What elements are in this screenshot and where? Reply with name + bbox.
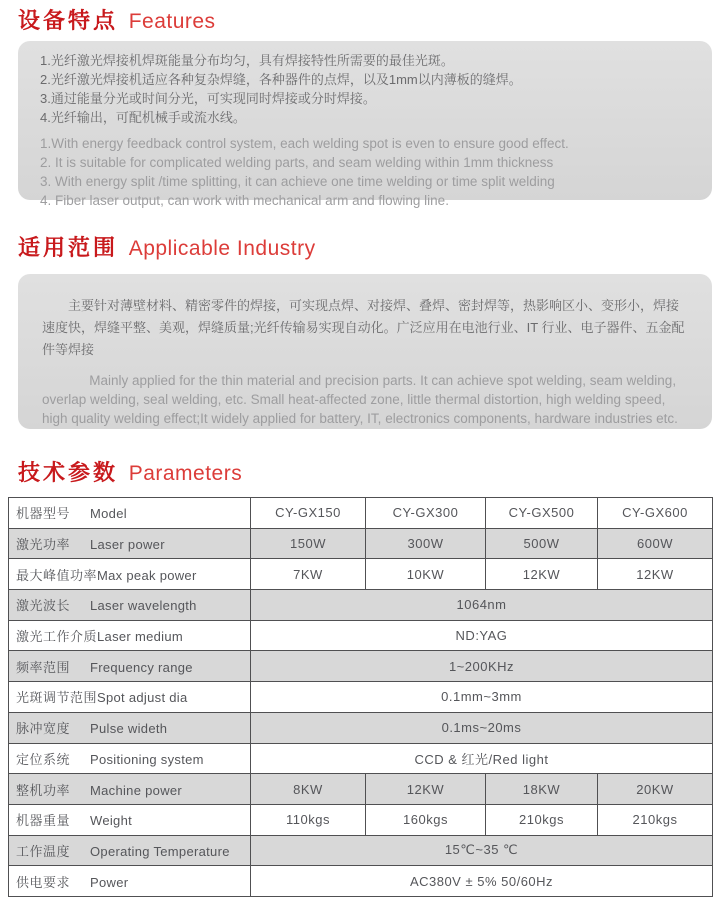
parameter-value-cell: CY-GX500	[486, 498, 598, 529]
parameter-label-cell	[9, 559, 251, 590]
parameter-value-cell: 18KW	[486, 774, 598, 805]
parameter-label-cell	[9, 498, 251, 529]
parameters-title-en: Parameters	[128, 462, 243, 485]
parameter-label-cell	[9, 774, 251, 805]
table-row	[9, 804, 713, 835]
features-list-en	[40, 134, 692, 210]
table-row	[9, 712, 713, 743]
parameter-label-cell	[9, 804, 251, 835]
parameter-label-en: Operating Temperature	[90, 843, 230, 859]
parameter-value-cell: CY-GX300	[366, 498, 486, 529]
parameter-value-cell: CY-GX150	[251, 498, 366, 529]
table-row	[9, 498, 713, 529]
parameter-label-en: Laser wavelength	[90, 598, 197, 614]
industry-section	[0, 234, 720, 429]
parameter-label-en: Spot adjust dia	[97, 690, 188, 706]
parameter-label-en: Weight	[90, 813, 133, 829]
parameter-label-cell	[9, 590, 251, 621]
parameter-label-cn: 整机功率	[16, 782, 71, 798]
parameter-value-span: AC380V ± 5% 50/60Hz	[251, 866, 713, 897]
parameter-value-span: 1064nm	[251, 590, 713, 621]
feature-item-cn: 4.光纤输出，可配机械手或流水线。	[40, 110, 246, 125]
parameters-title	[18, 459, 720, 487]
parameter-value-cell: 10KW	[366, 559, 486, 590]
parameter-label-cn: 激光工作介质	[16, 629, 98, 645]
parameter-value-cell: 8KW	[251, 774, 366, 805]
parameter-label-en: Frequency range	[90, 659, 193, 675]
features-title	[18, 0, 720, 35]
parameter-label-cn: 机器型号	[16, 506, 71, 522]
parameter-value-cell: 20KW	[598, 774, 713, 805]
parameter-value-cell: 600W	[598, 528, 713, 559]
parameter-value-cell: 7KW	[251, 559, 366, 590]
features-title-en: Features	[128, 10, 216, 33]
parameter-label-cn: 激光波长	[16, 598, 71, 614]
table-row	[9, 528, 713, 559]
features-title-cn: 设备特点	[18, 8, 119, 33]
table-row	[9, 774, 713, 805]
parameter-value-span: CCD & 红光/Red light	[251, 743, 713, 774]
parameters-section	[0, 459, 720, 897]
features-section	[0, 0, 720, 208]
parameter-label-cn: 频率范围	[16, 659, 71, 675]
table-row	[9, 866, 713, 897]
table-row	[9, 682, 713, 713]
parameter-label-cn: 定位系统	[16, 751, 71, 767]
table-row	[9, 590, 713, 621]
table-row	[9, 743, 713, 774]
parameter-label-cell	[9, 712, 251, 743]
feature-item-en: 3. With energy split /time splitting, it can achieve one time welding or time split welding	[40, 174, 555, 189]
parameter-label-cell	[9, 620, 251, 651]
parameter-label-en: Model	[90, 506, 127, 522]
parameter-label-cn: 光斑调节范围	[16, 690, 98, 706]
parameter-label-cell	[9, 866, 251, 897]
parameter-label-cn: 最大峰值功率	[16, 567, 98, 583]
feature-item-cn: 2.光纤激光焊接机适应各种复杂焊缝，各种器件的点焊，以及1mm以内薄板的缝焊。	[40, 72, 522, 87]
table-row	[9, 651, 713, 682]
parameter-value-cell: 150W	[251, 528, 366, 559]
parameter-label-cn: 工作温度	[16, 843, 71, 859]
parameter-value-span: 15℃~35 ℃	[251, 835, 713, 866]
parameter-value-cell: 12KW	[366, 774, 486, 805]
table-row	[9, 835, 713, 866]
parameter-label-en: Machine power	[90, 782, 183, 798]
parameter-value-cell: 500W	[486, 528, 598, 559]
features-list-cn	[40, 51, 692, 127]
parameter-label-cn: 机器重量	[16, 813, 71, 829]
parameter-value-cell: 210kgs	[486, 804, 598, 835]
industry-box	[18, 274, 712, 429]
feature-item-en: 2. It is suitable for complicated welding parts, and seam welding within 1mm thickness	[40, 155, 554, 170]
feature-item-cn: 1.光纤激光焊接机焊斑能量分布均匀，具有焊接特性所需要的最佳光斑。	[40, 53, 454, 68]
parameter-label-en: Power	[90, 874, 129, 890]
industry-paragraph-cn: 主要针对薄壁材料、精密零件的焊接，可实现点焊、对接焊、叠焊、密封焊等，热影响区小、变形小，焊接速度快，焊缝平整、美观，焊缝质量;光纤传输易实现自动化。广泛应用在电池行业、IT 行业、电子器件、五金配件等焊接	[42, 298, 685, 357]
parameter-label-en: Pulse wideth	[90, 721, 168, 737]
parameter-label-cell	[9, 743, 251, 774]
parameter-label-cell	[9, 682, 251, 713]
parameter-label-cn: 供电要求	[16, 874, 71, 890]
parameter-label-en: Max peak power	[97, 567, 197, 583]
parameter-value-span: 1~200KHz	[251, 651, 713, 682]
parameters-title-cn: 技术参数	[18, 460, 119, 485]
parameter-value-cell: 160kgs	[366, 804, 486, 835]
industry-title-en: Applicable Industry	[128, 237, 316, 260]
feature-item-cn: 3.通过能量分光或时间分光，可实现同时焊接或分时焊接。	[40, 91, 376, 106]
table-row	[9, 620, 713, 651]
parameters-table	[8, 497, 713, 897]
parameter-value-cell: 300W	[366, 528, 486, 559]
parameter-label-en: Laser medium	[97, 629, 183, 645]
features-box	[18, 41, 712, 208]
industry-paragraph-en: Mainly applied for the thin material and precision parts. It can achieve spot welding, seam welding, overlap welding, seal welding, etc. Small heat-affected zone, little thermal distortion, high welding speed, high quality welding effect;It widely applied for battery, IT, electronics components, hardware industries etc.	[42, 373, 678, 426]
parameter-label-en: Laser power	[90, 537, 165, 553]
parameter-label-cell	[9, 528, 251, 559]
parameter-label-cell	[9, 835, 251, 866]
industry-title-cn: 适用范围	[18, 235, 119, 260]
industry-title	[18, 234, 720, 262]
parameter-value-cell: 210kgs	[598, 804, 713, 835]
parameter-label-cell	[9, 651, 251, 682]
parameter-label-cn: 脉冲宽度	[16, 721, 71, 737]
parameter-value-span: 0.1ms~20ms	[251, 712, 713, 743]
parameter-label-cn: 激光功率	[16, 537, 71, 553]
feature-item-en: 4. Fiber laser output, can work with mechanical arm and flowing line.	[40, 193, 449, 208]
parameters-table-body	[9, 498, 713, 897]
parameter-value-span: ND:YAG	[251, 620, 713, 651]
parameter-value-cell: CY-GX600	[598, 498, 713, 529]
parameter-value-span: 0.1mm~3mm	[251, 682, 713, 713]
table-row	[9, 559, 713, 590]
parameter-value-cell: 110kgs	[251, 804, 366, 835]
feature-item-en: 1.With energy feedback control system, each welding spot is even to ensure good effect.	[40, 136, 569, 151]
parameter-value-cell: 12KW	[598, 559, 713, 590]
parameter-value-cell: 12KW	[486, 559, 598, 590]
parameter-label-en: Positioning system	[90, 751, 204, 767]
